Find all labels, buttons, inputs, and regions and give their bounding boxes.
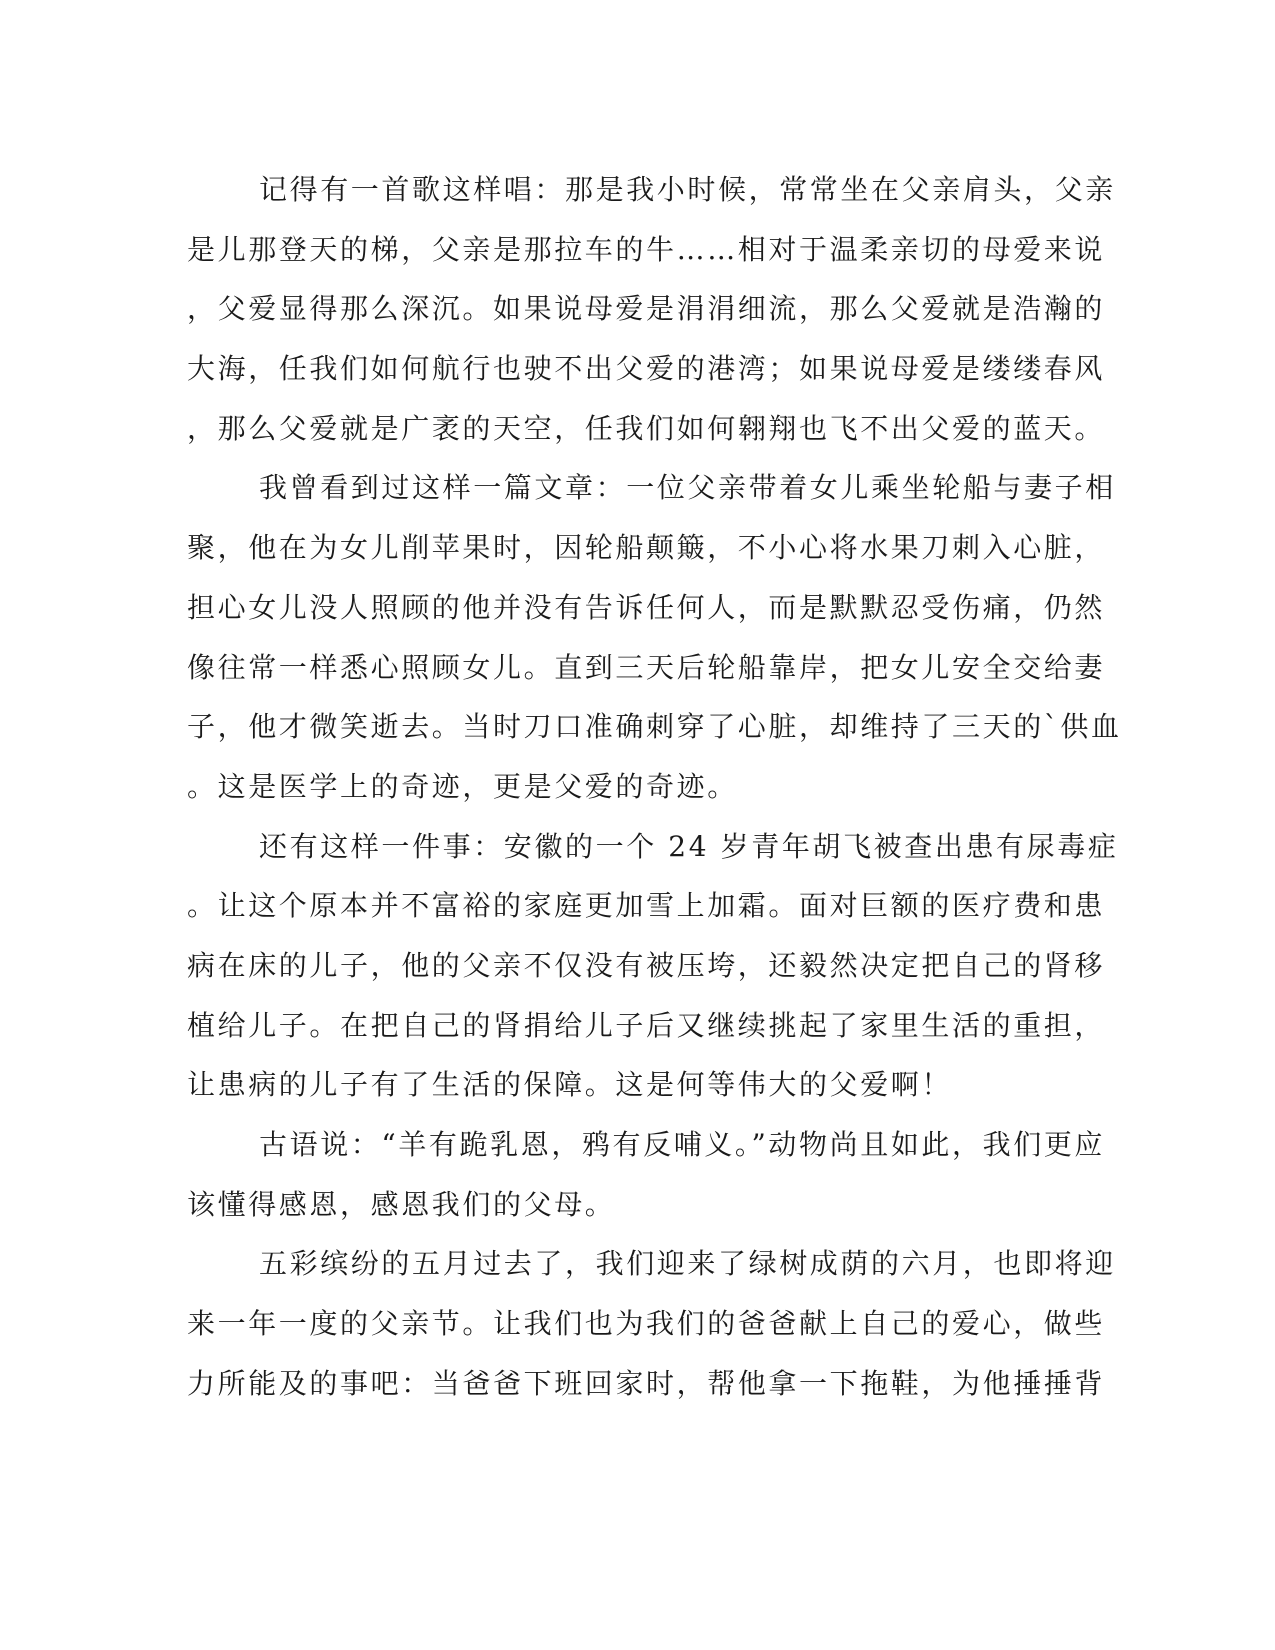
paragraph-line: 力所能及的事吧：当爸爸下班回家时，帮他拿一下拖鞋，为他捶捶背 <box>187 1366 1106 1400</box>
paragraph-line: 还有这样一件事：安徽的一个 24 岁青年胡飞被查出患有尿毒症 <box>259 829 1119 863</box>
paragraph-line: 古语说：“羊有跪乳恩，鸦有反哺义。”动物尚且如此，我们更应 <box>259 1128 1106 1161</box>
paragraph-line: 病在床的儿子，他的父亲不仅没有被压垮，还毅然决定把自己的肾移 <box>187 948 1106 982</box>
document-body <box>187 160 1122 1413</box>
paragraph-line: 是儿那登天的梯，父亲是那拉车的牛……相对于温柔亲切的母爱来说 <box>187 232 1106 266</box>
paragraph-line: 大海，任我们如何航行也驶不出父爱的港湾；如果说母爱是缕缕春风 <box>187 352 1106 386</box>
paragraph-line: 。让这个原本并不富裕的家庭更加雪上加霜。面对巨额的医疗费和患 <box>187 889 1106 923</box>
paragraph-line: 子，他才微笑逝去。当时刀口准确刺穿了心脏，却维持了三天的`供血 <box>187 710 1122 744</box>
paragraph-line: 让患病的儿子有了生活的保障。这是何等伟大的父爱啊！ <box>187 1068 953 1102</box>
paragraph-line: 该懂得感恩，感恩我们的父母。 <box>187 1187 616 1221</box>
paragraph-line: 植给儿子。在把自己的肾捐给儿子后又继续挑起了家里生活的重担， <box>187 1008 1106 1042</box>
paragraph-line: 来一年一度的父亲节。让我们也为我们的爸爸献上自己的爱心，做些 <box>187 1307 1106 1341</box>
paragraph-line: 担心女儿没人照顾的他并没有告诉任何人，而是默默忍受伤痛，仍然 <box>187 590 1106 624</box>
paragraph-5 <box>187 1234 1116 1413</box>
paragraph-line: 聚，他在为女儿削苹果时，因轮船颠簸，不小心将水果刀刺入心脏， <box>187 531 1106 565</box>
paragraph-1 <box>187 160 1116 458</box>
paragraph-line: 记得有一首歌这样唱：那是我小时候，常常坐在父亲肩头，父亲 <box>259 173 1116 206</box>
paragraph-4 <box>187 1115 1106 1234</box>
paragraph-3 <box>187 817 1119 1115</box>
paragraph-line: 。这是医学上的奇迹，更是父爱的奇迹。 <box>187 769 738 803</box>
paragraph-line: ，那么父爱就是广袤的天空，任我们如何翱翔也飞不出父爱的蓝天。 <box>187 411 1106 445</box>
paragraph-line: 像往常一样悉心照顾女儿。直到三天后轮船靠岸，把女儿安全交给妻 <box>187 650 1106 684</box>
paragraph-line: ，父爱显得那么深沉。如果说母爱是涓涓细流，那么父爱就是浩瀚的 <box>187 292 1106 326</box>
paragraph-2 <box>187 458 1122 816</box>
paragraph-line: 五彩缤纷的五月过去了，我们迎来了绿树成荫的六月，也即将迎 <box>259 1247 1116 1281</box>
paragraph-line: 我曾看到过这样一篇文章：一位父亲带着女儿乘坐轮船与妻子相 <box>259 471 1116 505</box>
